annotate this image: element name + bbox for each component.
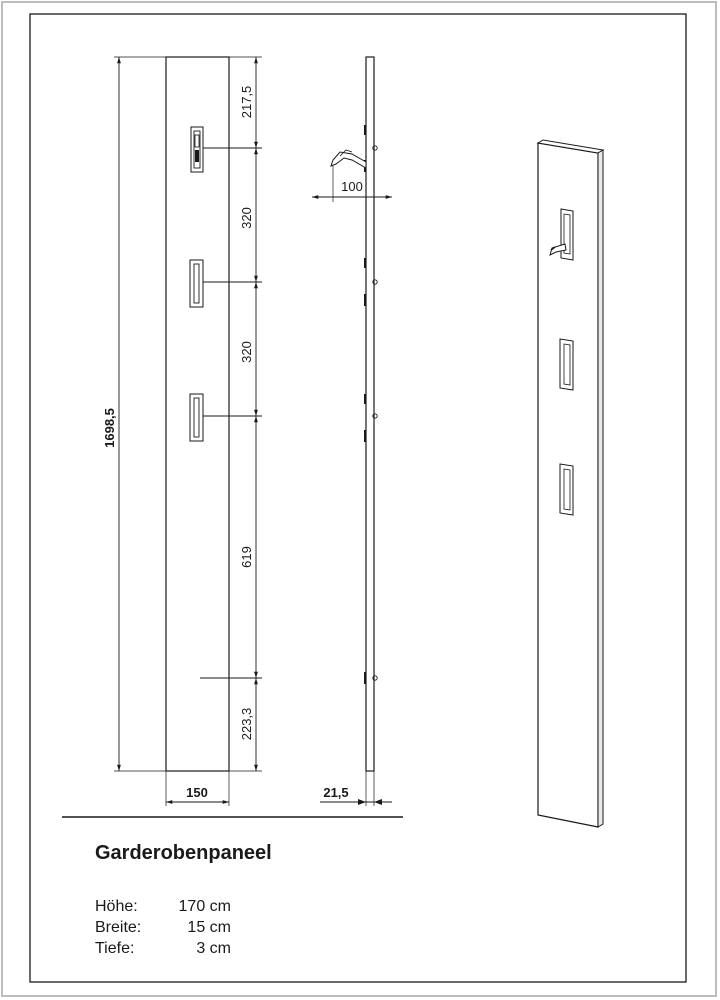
spec-value: 15 cm [187, 919, 231, 936]
spec-row-height [95, 896, 231, 917]
perspective-view [538, 140, 603, 827]
side-view [312, 57, 392, 806]
dim-hook-spacing-2: 320 [239, 341, 254, 363]
dim-hook-projection: 100 [341, 179, 363, 194]
hook-2 [190, 260, 203, 307]
spec-label: Tiefe: [95, 940, 135, 957]
spec-value: 3 cm [196, 940, 231, 957]
spec-row-width [95, 917, 231, 938]
spec-list [95, 896, 231, 959]
perspective-hook-2 [560, 339, 573, 390]
spec-label: Höhe: [95, 898, 138, 915]
side-panel [366, 57, 374, 771]
front-view [102, 57, 262, 806]
spec-label: Breite: [95, 919, 142, 936]
perspective-hook-3 [560, 464, 573, 515]
dim-total-height: 1698,5 [102, 408, 117, 448]
hook-1 [191, 127, 203, 172]
spec-value: 170 cm [178, 898, 231, 915]
dim-bottom-offset: 223,3 [239, 707, 254, 741]
perspective-panel-side [598, 150, 603, 827]
dim-hook-spacing-1: 320 [239, 207, 254, 229]
dim-top-offset: 217,5 [239, 85, 254, 119]
dim-lower-span: 619 [239, 546, 254, 568]
spec-row-depth [95, 938, 231, 959]
hook-profile [331, 152, 366, 168]
hook-3 [190, 394, 203, 441]
dim-width: 150 [186, 785, 208, 800]
product-title: Garderobenpaneel [95, 842, 272, 864]
dim-depth: 21,5 [323, 785, 349, 800]
